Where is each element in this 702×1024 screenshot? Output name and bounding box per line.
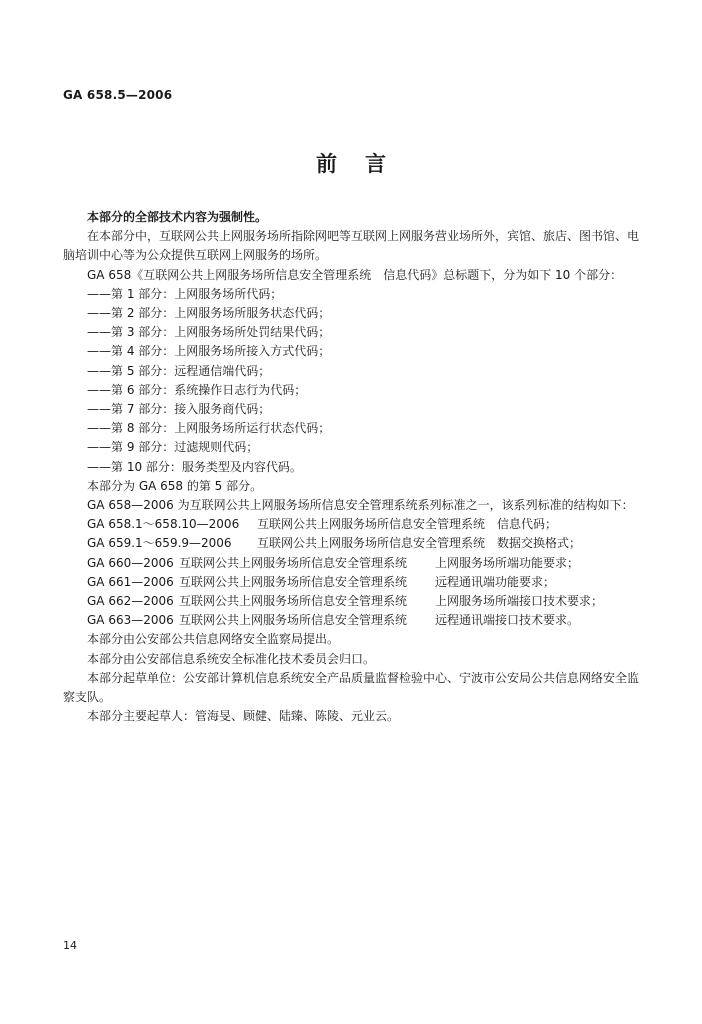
page-number: 14 — [63, 939, 77, 952]
series-code: GA 661—2006 — [87, 574, 174, 589]
parts-list — [63, 285, 639, 477]
series-subject: 信息代码； — [497, 517, 558, 532]
series-system: 互联网公共上网服务场所信息安全管理系统 — [257, 536, 486, 551]
proposed-by-paragraph: 本部分由公安部公共信息网络安全监察局提出。 — [87, 632, 340, 647]
document-body — [63, 208, 639, 726]
series-subject: 远程通讯端功能要求； — [435, 574, 556, 589]
managed-by-paragraph: 本部分由公安部信息系统安全标准化技术委员会归口。 — [87, 651, 376, 666]
list-item: ——第 8 部分：上网服务场所运行状态代码； — [87, 421, 331, 436]
list-item: ——第 3 部分：上网服务场所处罚结果代码； — [87, 325, 331, 340]
series-row — [63, 534, 639, 553]
series-intro-paragraph: GA 658—2006 为互联网公共上网服务场所信息安全管理系统系列标准之一，该系列标准的结构如下： — [87, 498, 634, 513]
series-code: GA 660—2006 — [87, 555, 174, 570]
series-system: 互联网公共上网服务场所信息安全管理系统 — [257, 517, 486, 532]
series-code: GA 662—2006 — [87, 594, 174, 609]
list-item: ——第 10 部分：服务类型及内容代码。 — [87, 459, 302, 474]
series-system: 互联网公共上网服务场所信息安全管理系统 — [179, 555, 408, 570]
series-list — [63, 515, 639, 630]
drafting-units-paragraph: 本部分起草单位：公安部计算机信息系统安全产品质量监督检验中心、宁波市公安局公共信息网络安全监察支队。 — [63, 670, 640, 705]
series-system: 互联网公共上网服务场所信息安全管理系统 — [179, 613, 408, 628]
series-code: GA 659.1～659.9—2006 — [87, 536, 232, 551]
series-system: 互联网公共上网服务场所信息安全管理系统 — [179, 594, 408, 609]
list-item: ——第 2 部分：上网服务场所服务状态代码； — [87, 306, 331, 321]
series-code: GA 663—2006 — [87, 613, 174, 628]
series-subject: 数据交换格式； — [497, 536, 582, 551]
series-row — [63, 611, 639, 630]
series-row — [63, 592, 639, 611]
list-item: ——第 9 部分：过滤规则代码； — [87, 440, 259, 455]
series-subject: 远程通讯端接口技术要求。 — [435, 613, 580, 628]
list-item: ——第 5 部分：远程通信端代码； — [87, 363, 271, 378]
document-code: GA 658.5—2006 — [63, 88, 173, 102]
scope-paragraph: 在本部分中，互联网公共上网服务场所指除网吧等互联网上网服务营业场所外，宾馆、旅店、图书馆、电脑培训中心等为公众提供互联网上网服务的场所。 — [63, 229, 640, 263]
series-subject: 上网服务场所端功能要求； — [435, 555, 580, 570]
series-row — [63, 554, 639, 573]
series-code: GA 658.1～658.10—2006 — [87, 517, 240, 532]
structure-intro-paragraph: GA 658《互联网公共上网服务场所信息安全管理系统 信息代码》总标题下，分为如下 10 个部分： — [87, 267, 623, 282]
list-item: ——第 4 部分：上网服务场所接入方式代码； — [87, 344, 331, 359]
page-title: 前言 — [316, 152, 414, 176]
series-row — [63, 515, 639, 534]
list-item: ——第 1 部分：上网服务场所代码； — [87, 286, 283, 301]
series-subject: 上网服务场所端接口技术要求； — [435, 594, 604, 609]
list-item: ——第 6 部分：系统操作日志行为代码； — [87, 382, 307, 397]
mandatory-statement: 本部分的全部技术内容为强制性。 — [87, 210, 268, 224]
this-part-paragraph: 本部分为 GA 658 的第 5 部分。 — [87, 478, 263, 493]
drafters-paragraph: 本部分主要起草人：管海旻、顾健、陆臻、陈陵、元业云。 — [87, 709, 400, 724]
list-item: ——第 7 部分：接入服务商代码； — [87, 402, 271, 417]
series-row — [63, 573, 639, 592]
series-system: 互联网公共上网服务场所信息安全管理系统 — [179, 574, 408, 589]
